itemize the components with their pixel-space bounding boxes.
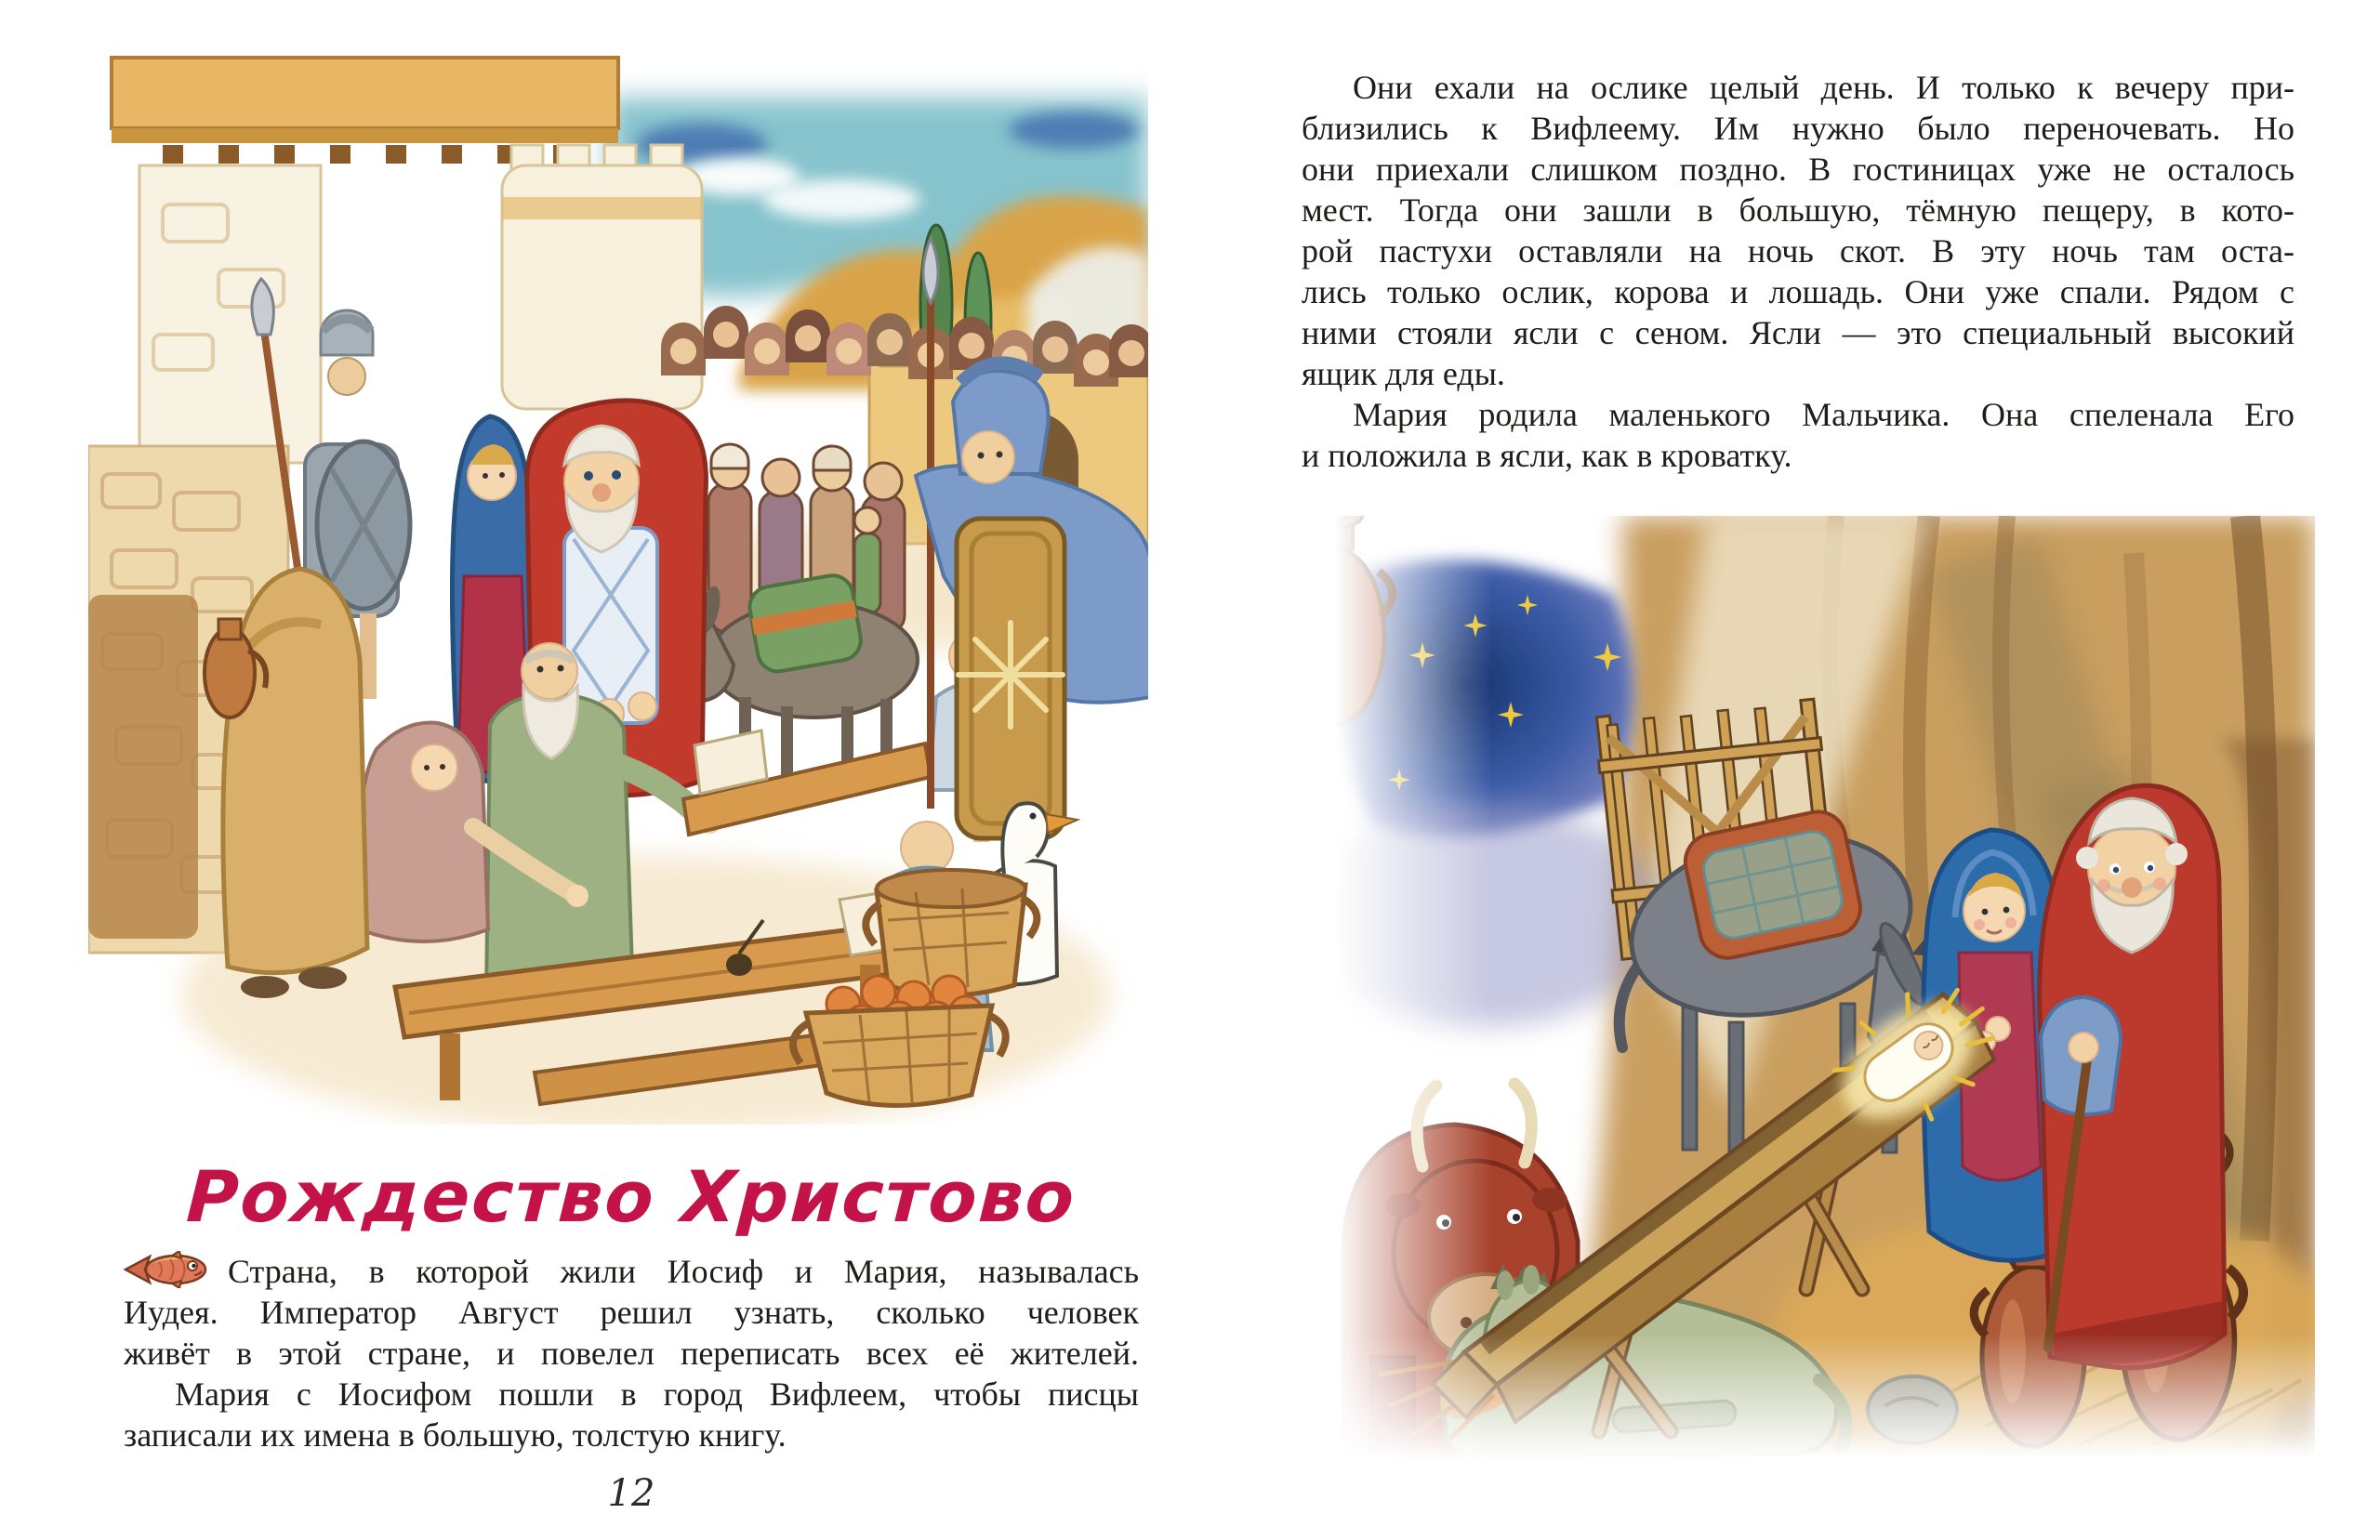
chapter-title: Рождество Христово	[184, 1155, 1078, 1238]
right-text-block	[1302, 67, 2294, 476]
bottom-fade	[1334, 1334, 2315, 1459]
text-line: рой пастухи оставляли на ночь скот. В эту ночь там оста-	[1302, 232, 2294, 270]
text-line: ящик для еды.	[1302, 355, 1505, 392]
text-line: Они ехали на ослике целый день. И только к вечеру при-	[1353, 69, 2294, 106]
text-line: Мария родила маленького Мальчика. Она спеленала Его	[1353, 396, 2294, 433]
text-line: Мария с Иосифом пошли в город Вифлеем, чтобы писцы	[175, 1375, 1139, 1413]
text-line: лись только ослик, корова и лошадь. Они уже спали. Рядом с	[1302, 273, 2294, 310]
body-text: Страна, в которой жили Иосиф и Мария, называлась	[228, 1253, 1139, 1290]
text-line: они приехали слишком поздно. В гостиницах уже не осталось	[1302, 151, 2294, 188]
census-illustration	[88, 56, 1148, 1125]
woman-ochre	[205, 569, 367, 998]
left-fade	[1334, 516, 1492, 1459]
text-line: ними стояли ясли с сеном. Ясли — это специальный высокий	[1302, 314, 2294, 351]
left-text-block	[124, 1251, 1139, 1455]
text-line: записали их имена в большую, толстую книгу.	[124, 1416, 787, 1454]
fish-icon	[124, 1251, 213, 1288]
text-line	[124, 1251, 1139, 1292]
text-line: мест. Тогда они зашли в большую, тёмную пещеру, в кото-	[1302, 191, 2294, 229]
text-line: и положила в ясли, как в кроватку.	[1302, 437, 1792, 474]
text-line: живёт в этой стране, и повелел переписать всех её жителей.	[124, 1335, 1139, 1372]
text-line: близились к Вифлеему. Им нужно было переночевать. Но	[1302, 110, 2294, 147]
page-number: 12	[607, 1472, 655, 1515]
nativity-illustration	[1334, 516, 2315, 1459]
joseph	[2040, 785, 2225, 1368]
text-line: Иудея. Император Август решил узнать, сколько человек	[124, 1294, 1139, 1331]
